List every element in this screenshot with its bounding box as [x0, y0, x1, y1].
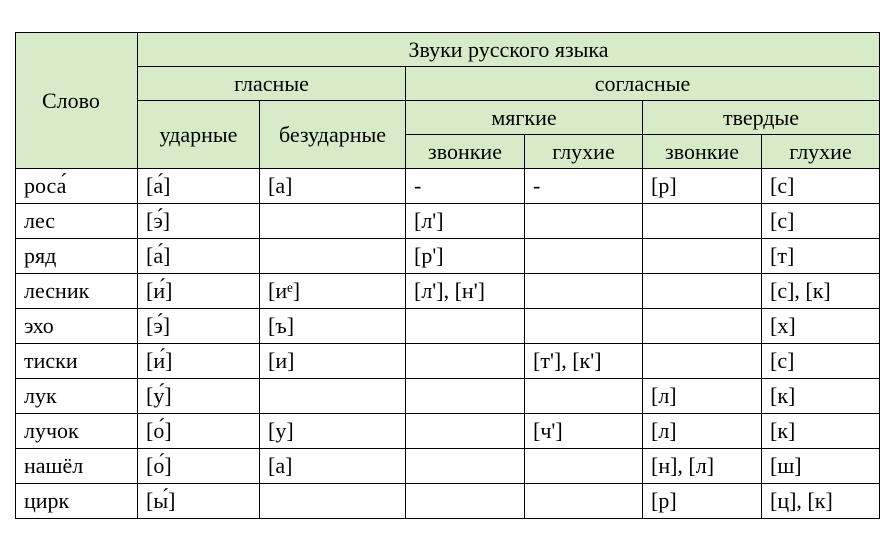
table-row	[16, 204, 880, 239]
table-row	[16, 169, 880, 204]
cell-hard-voiced: [л]	[643, 379, 762, 414]
cell-soft-voiced	[406, 379, 525, 414]
header-consonants: согласные	[406, 67, 880, 101]
cell-soft-voiceless	[525, 309, 643, 344]
table-row	[16, 344, 880, 379]
cell-hard-voiceless: [с]	[762, 169, 880, 204]
cell-word: цирк	[16, 484, 138, 519]
cell-unstressed	[260, 239, 406, 274]
table-body	[16, 169, 880, 519]
cell-word: лук	[16, 379, 138, 414]
cell-hard-voiceless: [т]	[762, 239, 880, 274]
cell-hard-voiced: [р]	[643, 484, 762, 519]
header-soft-voiceless: глухие	[525, 135, 643, 169]
cell-word: роса́	[16, 169, 138, 204]
header-soft-voiced: звонкие	[406, 135, 525, 169]
header-soft: мягкие	[406, 101, 643, 135]
cell-hard-voiceless: [с]	[762, 204, 880, 239]
cell-hard-voiceless: [ш]	[762, 449, 880, 484]
cell-soft-voiceless	[525, 239, 643, 274]
cell-word: нашёл	[16, 449, 138, 484]
cell-soft-voiceless	[525, 484, 643, 519]
cell-unstressed	[260, 484, 406, 519]
cell-soft-voiceless	[525, 379, 643, 414]
header-stressed: ударные	[138, 101, 260, 169]
cell-hard-voiced	[643, 309, 762, 344]
cell-unstressed: [у]	[260, 414, 406, 449]
cell-word: лучок	[16, 414, 138, 449]
header-unstressed: безударные	[260, 101, 406, 169]
cell-hard-voiceless: [х]	[762, 309, 880, 344]
cell-soft-voiceless: -	[525, 169, 643, 204]
cell-soft-voiceless: [ч']	[525, 414, 643, 449]
cell-stressed: [и́]	[138, 274, 260, 309]
cell-stressed: [э́]	[138, 204, 260, 239]
cell-stressed: [у́]	[138, 379, 260, 414]
cell-word: лесник	[16, 274, 138, 309]
cell-soft-voiced	[406, 309, 525, 344]
cell-word: тиски	[16, 344, 138, 379]
cell-stressed: [и́]	[138, 344, 260, 379]
cell-hard-voiced	[643, 344, 762, 379]
cell-stressed: [о́]	[138, 414, 260, 449]
cell-hard-voiceless: [к]	[762, 414, 880, 449]
sounds-table	[15, 32, 880, 519]
cell-stressed: [э́]	[138, 309, 260, 344]
cell-hard-voiced: [н], [л]	[643, 449, 762, 484]
cell-hard-voiceless: [к]	[762, 379, 880, 414]
cell-hard-voiced	[643, 274, 762, 309]
cell-word: ряд	[16, 239, 138, 274]
cell-stressed: [о́]	[138, 449, 260, 484]
cell-hard-voiced	[643, 204, 762, 239]
cell-soft-voiced	[406, 344, 525, 379]
cell-soft-voiced	[406, 414, 525, 449]
cell-word: лес	[16, 204, 138, 239]
header-main: Звуки русского языка	[138, 33, 880, 67]
cell-stressed: [а́]	[138, 169, 260, 204]
table-row	[16, 484, 880, 519]
cell-hard-voiced: [л]	[643, 414, 762, 449]
cell-soft-voiceless	[525, 449, 643, 484]
cell-soft-voiceless	[525, 274, 643, 309]
cell-hard-voiceless: [с], [к]	[762, 274, 880, 309]
table-row	[16, 274, 880, 309]
cell-unstressed	[260, 379, 406, 414]
header-hard: твердые	[643, 101, 880, 135]
cell-unstressed: [иᵉ]	[260, 274, 406, 309]
cell-unstressed: [а]	[260, 449, 406, 484]
header-word: Слово	[16, 33, 138, 169]
table-row	[16, 239, 880, 274]
header-hard-voiceless: глухие	[762, 135, 880, 169]
cell-hard-voiced	[643, 239, 762, 274]
cell-stressed: [а́]	[138, 239, 260, 274]
cell-unstressed	[260, 204, 406, 239]
header-hard-voiced: звонкие	[643, 135, 762, 169]
cell-soft-voiced: -	[406, 169, 525, 204]
table-row	[16, 414, 880, 449]
cell-soft-voiceless	[525, 204, 643, 239]
cell-soft-voiced: [р']	[406, 239, 525, 274]
cell-unstressed: [и]	[260, 344, 406, 379]
cell-hard-voiceless: [ц], [к]	[762, 484, 880, 519]
cell-soft-voiceless: [т'], [к']	[525, 344, 643, 379]
cell-soft-voiced: [л']	[406, 204, 525, 239]
table-row	[16, 379, 880, 414]
table-row	[16, 309, 880, 344]
cell-soft-voiced	[406, 449, 525, 484]
cell-hard-voiceless: [с]	[762, 344, 880, 379]
cell-unstressed: [а]	[260, 169, 406, 204]
cell-stressed: [ы́]	[138, 484, 260, 519]
header-vowels: гласные	[138, 67, 406, 101]
cell-soft-voiced: [л'], [н']	[406, 274, 525, 309]
cell-hard-voiced: [р]	[643, 169, 762, 204]
cell-soft-voiced	[406, 484, 525, 519]
cell-unstressed: [ъ]	[260, 309, 406, 344]
table-row	[16, 449, 880, 484]
cell-word: эхо	[16, 309, 138, 344]
